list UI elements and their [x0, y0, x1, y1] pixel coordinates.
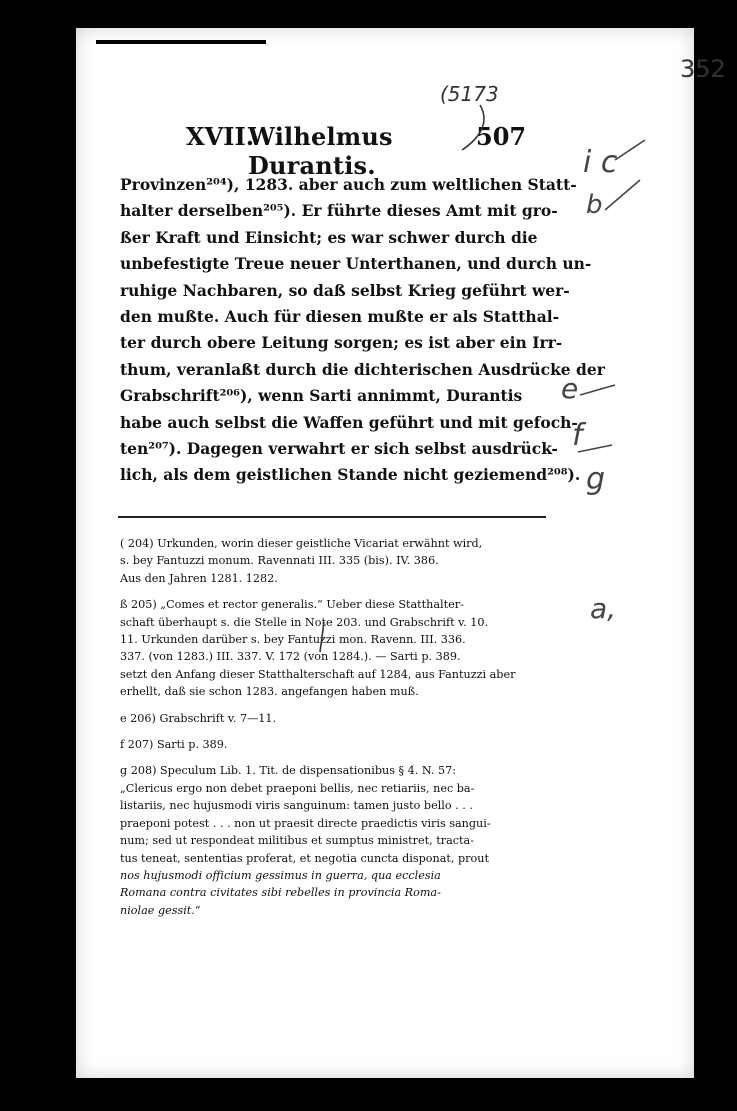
text-line: ruhige Nachbaren, so daß selbst Krieg geführt wer-: [120, 280, 570, 300]
main-text-block: [120, 172, 605, 489]
chapter-number: XVII.: [186, 122, 255, 151]
footnote-line: Aus den Jahren 1281. 1282.: [120, 571, 278, 585]
text-line: unbefestigte Treue neuer Unterthanen, und durch un-: [120, 254, 592, 274]
text-line: ßer Kraft und Einsicht; es war schwer durch die: [120, 227, 538, 247]
footnote-line: g 208) Speculum Lib. 1. Tit. de dispensationibus § 4. N. 57:: [120, 764, 457, 778]
footnote-line: praeponi potest . . . non ut praesit directe praedictis viris sangui-: [120, 816, 491, 830]
text-line: Provinzen²⁰⁴), 1283. aber auch zum weltlichen Statt-: [120, 175, 577, 194]
footnote-206: [120, 710, 545, 727]
footnotes-block: [120, 535, 545, 928]
footnote-line: e 206) Grabschrift v. 7—11.: [120, 711, 277, 725]
footnote-205: [120, 596, 545, 700]
shelfmark-note: (5173: [440, 82, 499, 106]
margin-annotation: g: [586, 462, 606, 497]
footnote-207: [120, 736, 545, 753]
footnote-line: ( 204) Urkunden, worin dieser geistliche Vicariat erwähnt wird,: [120, 537, 483, 550]
margin-annotation: e: [561, 372, 579, 405]
text-line: thum, veranlaßt durch die dichterischen Ausdrücke der: [120, 359, 605, 379]
footnote-line: setzt den Anfang dieser Statthalterschaft auf 1284, aus Fantuzzi aber: [120, 667, 516, 681]
text-line: ten²⁰⁷). Dagegen verwahrt er sich selbst ausdrück-: [120, 438, 558, 458]
footnote-204: [120, 535, 545, 587]
footnote-line: f 207) Sarti p. 389.: [120, 738, 228, 752]
footnote-line: tus teneat, sententias proferat, et negotia cuncta disponat, prout: [120, 851, 489, 865]
footnote-line-italic: niolae gessit.“: [120, 903, 201, 917]
footnote-line: 11. Urkunden darüber s. bey Fantuzzi mon. Ravenn. III. 336.: [120, 633, 466, 647]
text-line: den mußte. Auch für diesen mußte er als Statthal-: [120, 306, 560, 326]
page-number: 507: [476, 122, 527, 151]
text-line: halter derselben²⁰⁵). Er führte dieses Amt mit gro-: [120, 201, 558, 221]
folio-number: 352: [680, 55, 726, 83]
margin-annotation: a,: [590, 592, 617, 625]
footnote-line: schaft überhaupt s. die Stelle in Note 203. und Grabschrift v. 10.: [120, 615, 489, 629]
running-head: [186, 120, 527, 180]
text-line: lich, als dem geistlichen Stande nicht geziemend²⁰⁸).: [120, 465, 581, 485]
footnote-line: ß 205) „Comes et rector generalis.“ Ueber diese Statthalter-: [120, 598, 464, 612]
margin-annotation: b: [586, 190, 603, 220]
chapter-title: Wilhelmus Durantis.: [248, 122, 393, 180]
footnote-line: s. bey Fantuzzi monum. Ravennati III. 335 (bis). IV. 386.: [120, 554, 439, 568]
footnote-line-italic: nos hujusmodi officium gessimus in guerra, qua ecclesia: [120, 868, 441, 882]
text-line: habe auch selbst die Waffen geführt und mit gefoch-: [120, 412, 578, 432]
page-edge-shadow: [96, 40, 266, 44]
footnote-divider: [118, 516, 546, 518]
footnote-line: num; sed ut respondeat militibus et sumptus ministret, tracta-: [120, 834, 474, 848]
text-line: ter durch obere Leitung sorgen; es ist aber ein Irr-: [120, 333, 563, 353]
footnote-line-italic: Romana contra civitates sibi rebelles in provincia Roma-: [120, 886, 441, 900]
footnote-line: 337. (von 1283.) III. 337. V. 172 (von 1284.). — Sarti p. 389.: [120, 650, 461, 664]
margin-annotation: f: [572, 418, 583, 453]
footnote-line: listariis, nec hujusmodi viris sanguinum: tamen justo bello . . .: [120, 799, 473, 813]
footnote-line: „Clericus ergo non debet praeponi bellis, nec retiariis, nec ba-: [120, 781, 475, 795]
text-line: Grabschrift²⁰⁶), wenn Sarti annimmt, Durantis: [120, 386, 523, 406]
footnote-208: [120, 762, 545, 919]
footnote-line: erhellt, daß sie schon 1283. angefangen haben muß.: [120, 685, 419, 699]
margin-annotation: i c: [583, 145, 618, 180]
